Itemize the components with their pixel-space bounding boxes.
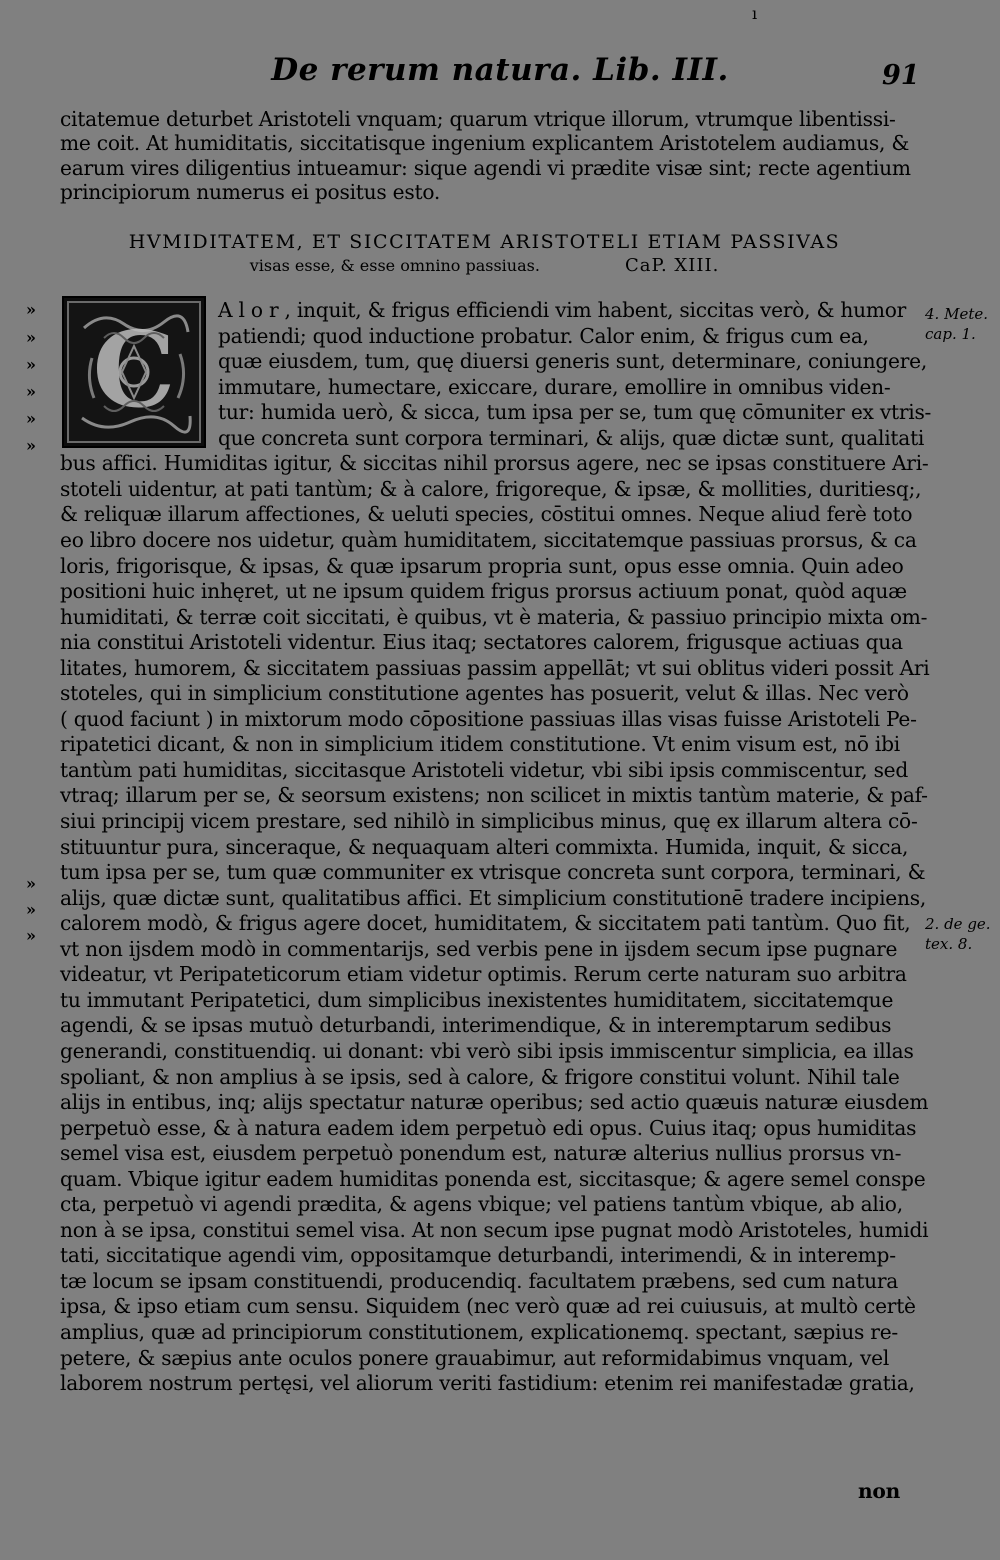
text-line: agendi, & se ipsas mutuò deturbandi, interimendique, & in interemptarum sedibus (60, 1013, 892, 1038)
text-line: positioni huic inhęret, ut ne ipsum quidem frigus prorsus actiuum ponat, quòd aquæ (60, 579, 907, 604)
quotation-marker: » (26, 900, 35, 919)
quotation-marker: » (26, 300, 35, 319)
text-line: patiendi; quod inductione probatur. Calor enim, & frigus cum ea, (218, 323, 869, 348)
text-line: humiditati, & terræ coit siccitati, è quibus, vt è materia, & passiuo principio mixta om- (60, 604, 928, 629)
quotation-marker: » (26, 436, 35, 455)
chapter-subtitle (62, 254, 907, 278)
text-line: perpetuò esse, & à natura eadem idem perpetuò edi opus. Cuius itaq; opus humiditas (60, 1115, 917, 1140)
text-line: bus affici. Humiditas igitur, & siccitas nihil prorsus agere, nec se ipsas constituere Ari- (60, 451, 929, 476)
catchword: non (858, 1479, 901, 1504)
text-line: vtraq; illarum per se, & seorsum existens; non scilicet in mixtis tantùm materie, & paf- (60, 783, 928, 808)
text-line: litates, humorem, & siccitatem passiuas passim appellāt; vt sui oblitus videri possit Ari (60, 655, 930, 680)
top-mark: ı (752, 4, 758, 23)
text-line: quæ eiusdem, tum, quę diuersi generis sunt, determinare, coniungere, (218, 349, 927, 374)
text-line: ripatetici dicant, & non in simplicium itidem constitutione. Vt enim visum est, nō ibi (60, 732, 900, 757)
text-line: A l o r , inquit, & frigus efficiendi vim habent, siccitas verò, & humor (218, 298, 907, 322)
text-line: videatur, vt Peripateticorum etiam videtur optimis. Rerum certe naturam suo arbitra (60, 962, 907, 987)
text-line: amplius, quæ ad principiorum constitutionem, explicationemq. spectant, sæpius re- (60, 1320, 898, 1344)
text-line: alijs, quæ dictæ sunt, qualitatibus affici. Et simplicium constitutionē tradere incipiens, (60, 885, 927, 910)
text-line: cta, perpetuò vi agendi prædita, & agens vbique; vel patiens tantùm vbique, ab alio, (60, 1192, 903, 1217)
text-line: non à se ipsa, constitui semel visa. At non secum ipse pugnat modò Aristoteles, humidi (60, 1217, 929, 1242)
text-line: nia constitui Aristoteli videntur. Eius itaq; sectatores calorem, frigusque actiuas qua (60, 630, 903, 655)
quotation-marker: » (26, 355, 35, 374)
decorated-initial (62, 296, 206, 448)
running-title: De rerum natura. Lib. III. (271, 52, 729, 88)
text-line: tantùm pati humiditas, siccitasque Aristoteli videtur, vbi sibi ipsis commiscentur, sed (60, 757, 909, 782)
initial-letter: C (92, 308, 176, 431)
text-line: tati, siccitatique agendi vim, oppositamque deturbandi, interimendi, & in interemp- (60, 1243, 896, 1268)
quotation-marker: » (26, 382, 35, 401)
quotation-marker: » (26, 409, 35, 428)
text-line: principiorum numerus ei positus esto. (60, 180, 441, 205)
text-line: alijs in entibus, inq; alijs spectatur naturæ operibus; sed actio quæuis naturæ eiusdem (60, 1090, 929, 1115)
text-line: ipsa, & ipso etiam cum sensu. Siquidem (nec verò quæ ad rei cuiusuis, at multò certè (60, 1294, 916, 1319)
text-line: laborem nostrum pertęsi, vel aliorum veriti fastidium: etenim rei manifestadæ gratia, (60, 1371, 915, 1396)
text-line: stoteli uidentur, at pati tantùm; & à calore, frigoreque, & ipsæ, & mollities, duritiesq;, (60, 476, 922, 501)
quotation-marker: » (26, 328, 35, 347)
text-line: siui principij vicem prestare, sed nihilò in simplicibus minus, quę ex illarum altera cō- (60, 809, 918, 833)
text-line: tum ipsa per se, tum quæ communiter ex vtrisque concreta sunt corpora, terminari, & (60, 860, 926, 885)
text-line: earum vires diligentius intueamur: sique agendi vi prædite visæ sint; recte agentium (60, 155, 911, 180)
text-line: vt non ijsdem modò in commentarijs, sed verbis pene in ijsdem secum ipse pugnare (60, 936, 898, 961)
text-line: tu immutant Peripatetici, dum simplicibus inexistentes humiditatem, siccitatemque (60, 987, 894, 1012)
text-line: ( quod faciunt ) in mixtorum modo cōpositione passiuas illas visas fuisse Aristoteli Pe- (60, 706, 917, 731)
text-line: eo libro docere nos uidetur, quàm humiditatem, siccitatemque passiuas prorsus, & ca (60, 527, 917, 552)
margin-note-1-line1: 4. Mete. (925, 305, 988, 323)
text-line: tæ locum se ipsam constituendi, producendiq. facultatem præbens, sed cum natura (60, 1268, 899, 1293)
text-line: stituuntur pura, sinceraque, & nequaquam alteri commixta. Humida, inquit, & sicca, (60, 834, 909, 859)
page-number: 91 (882, 60, 920, 91)
margin-note-2-line2: tex. 8. (925, 935, 973, 953)
chapter-title: HVMIDITATEM, ET SICCITATEM ARISTOTELI ETIAM PASSIVAS (128, 231, 841, 253)
quotation-marker: » (26, 926, 35, 945)
margin-note-1-line2: cap. 1. (925, 325, 976, 343)
margin-note-2-line1: 2. de ge. (925, 915, 991, 933)
text-line: que concreta sunt corpora terminari, & alijs, quæ dictæ sunt, qualitati (218, 425, 925, 450)
text-line: immutare, humectare, exiccare, durare, emollire in omnibus viden- (218, 374, 891, 399)
text-line: tur: humida uerò, & sicca, tum ipsa per se, tum quę cōmuniter ex vtris- (218, 400, 932, 425)
margin-note-1 (925, 304, 988, 344)
text-line: generandi, constituendiq. ui donant: vbi verò sibi ipsis immiscentur simplicia, ea illas (60, 1038, 914, 1063)
quotation-marker: » (26, 874, 35, 893)
text-line: & reliquæ illarum affectiones, & ueluti species, cōstitui omnes. Neque aliud ferè toto (60, 502, 913, 527)
text-line: loris, frigorisque, & ipsas, & quæ ipsarum propria sunt, opus esse omnia. Quin adeo (60, 553, 904, 578)
decorated-initial-c-icon (64, 298, 204, 446)
text-line: spoliant, & non amplius à se ipsis, sed à calore, & frigore constitui volunt. Nihil tale (60, 1064, 900, 1089)
text-line: me coit. At humiditatis, siccitatisque ingenium explicantem Aristotelem audiamus, & (60, 131, 910, 156)
text-line: calorem modò, & frigus agere docet, humiditatem, & siccitatem pati tantùm. Quo fit, (60, 911, 911, 936)
text-line: stoteles, qui in simplicium constitutione agentes has posuerit, velut & illas. Nec verò (60, 681, 909, 706)
chapter-number: CaP. XIII. (625, 255, 720, 276)
chapter-subtitle-text: visas esse, & esse omnino passiuas. (249, 256, 540, 275)
text-line: quam. Vbique igitur eadem humiditas ponenda est, siccitasque; & agere semel conspe (60, 1166, 926, 1191)
margin-note-2 (925, 914, 991, 954)
text-line: semel visa est, eiusdem perpetuò ponendum est, naturæ alterius nullius prorsus vn- (60, 1141, 902, 1166)
text-line: citatemue deturbet Aristoteli vnquam; quarum vtrique illorum, vtrumque libentissi- (60, 107, 896, 131)
text-line: petere, & sæpius ante oculos ponere grauabimur, aut reformidabimus vnquam, vel (60, 1345, 890, 1370)
